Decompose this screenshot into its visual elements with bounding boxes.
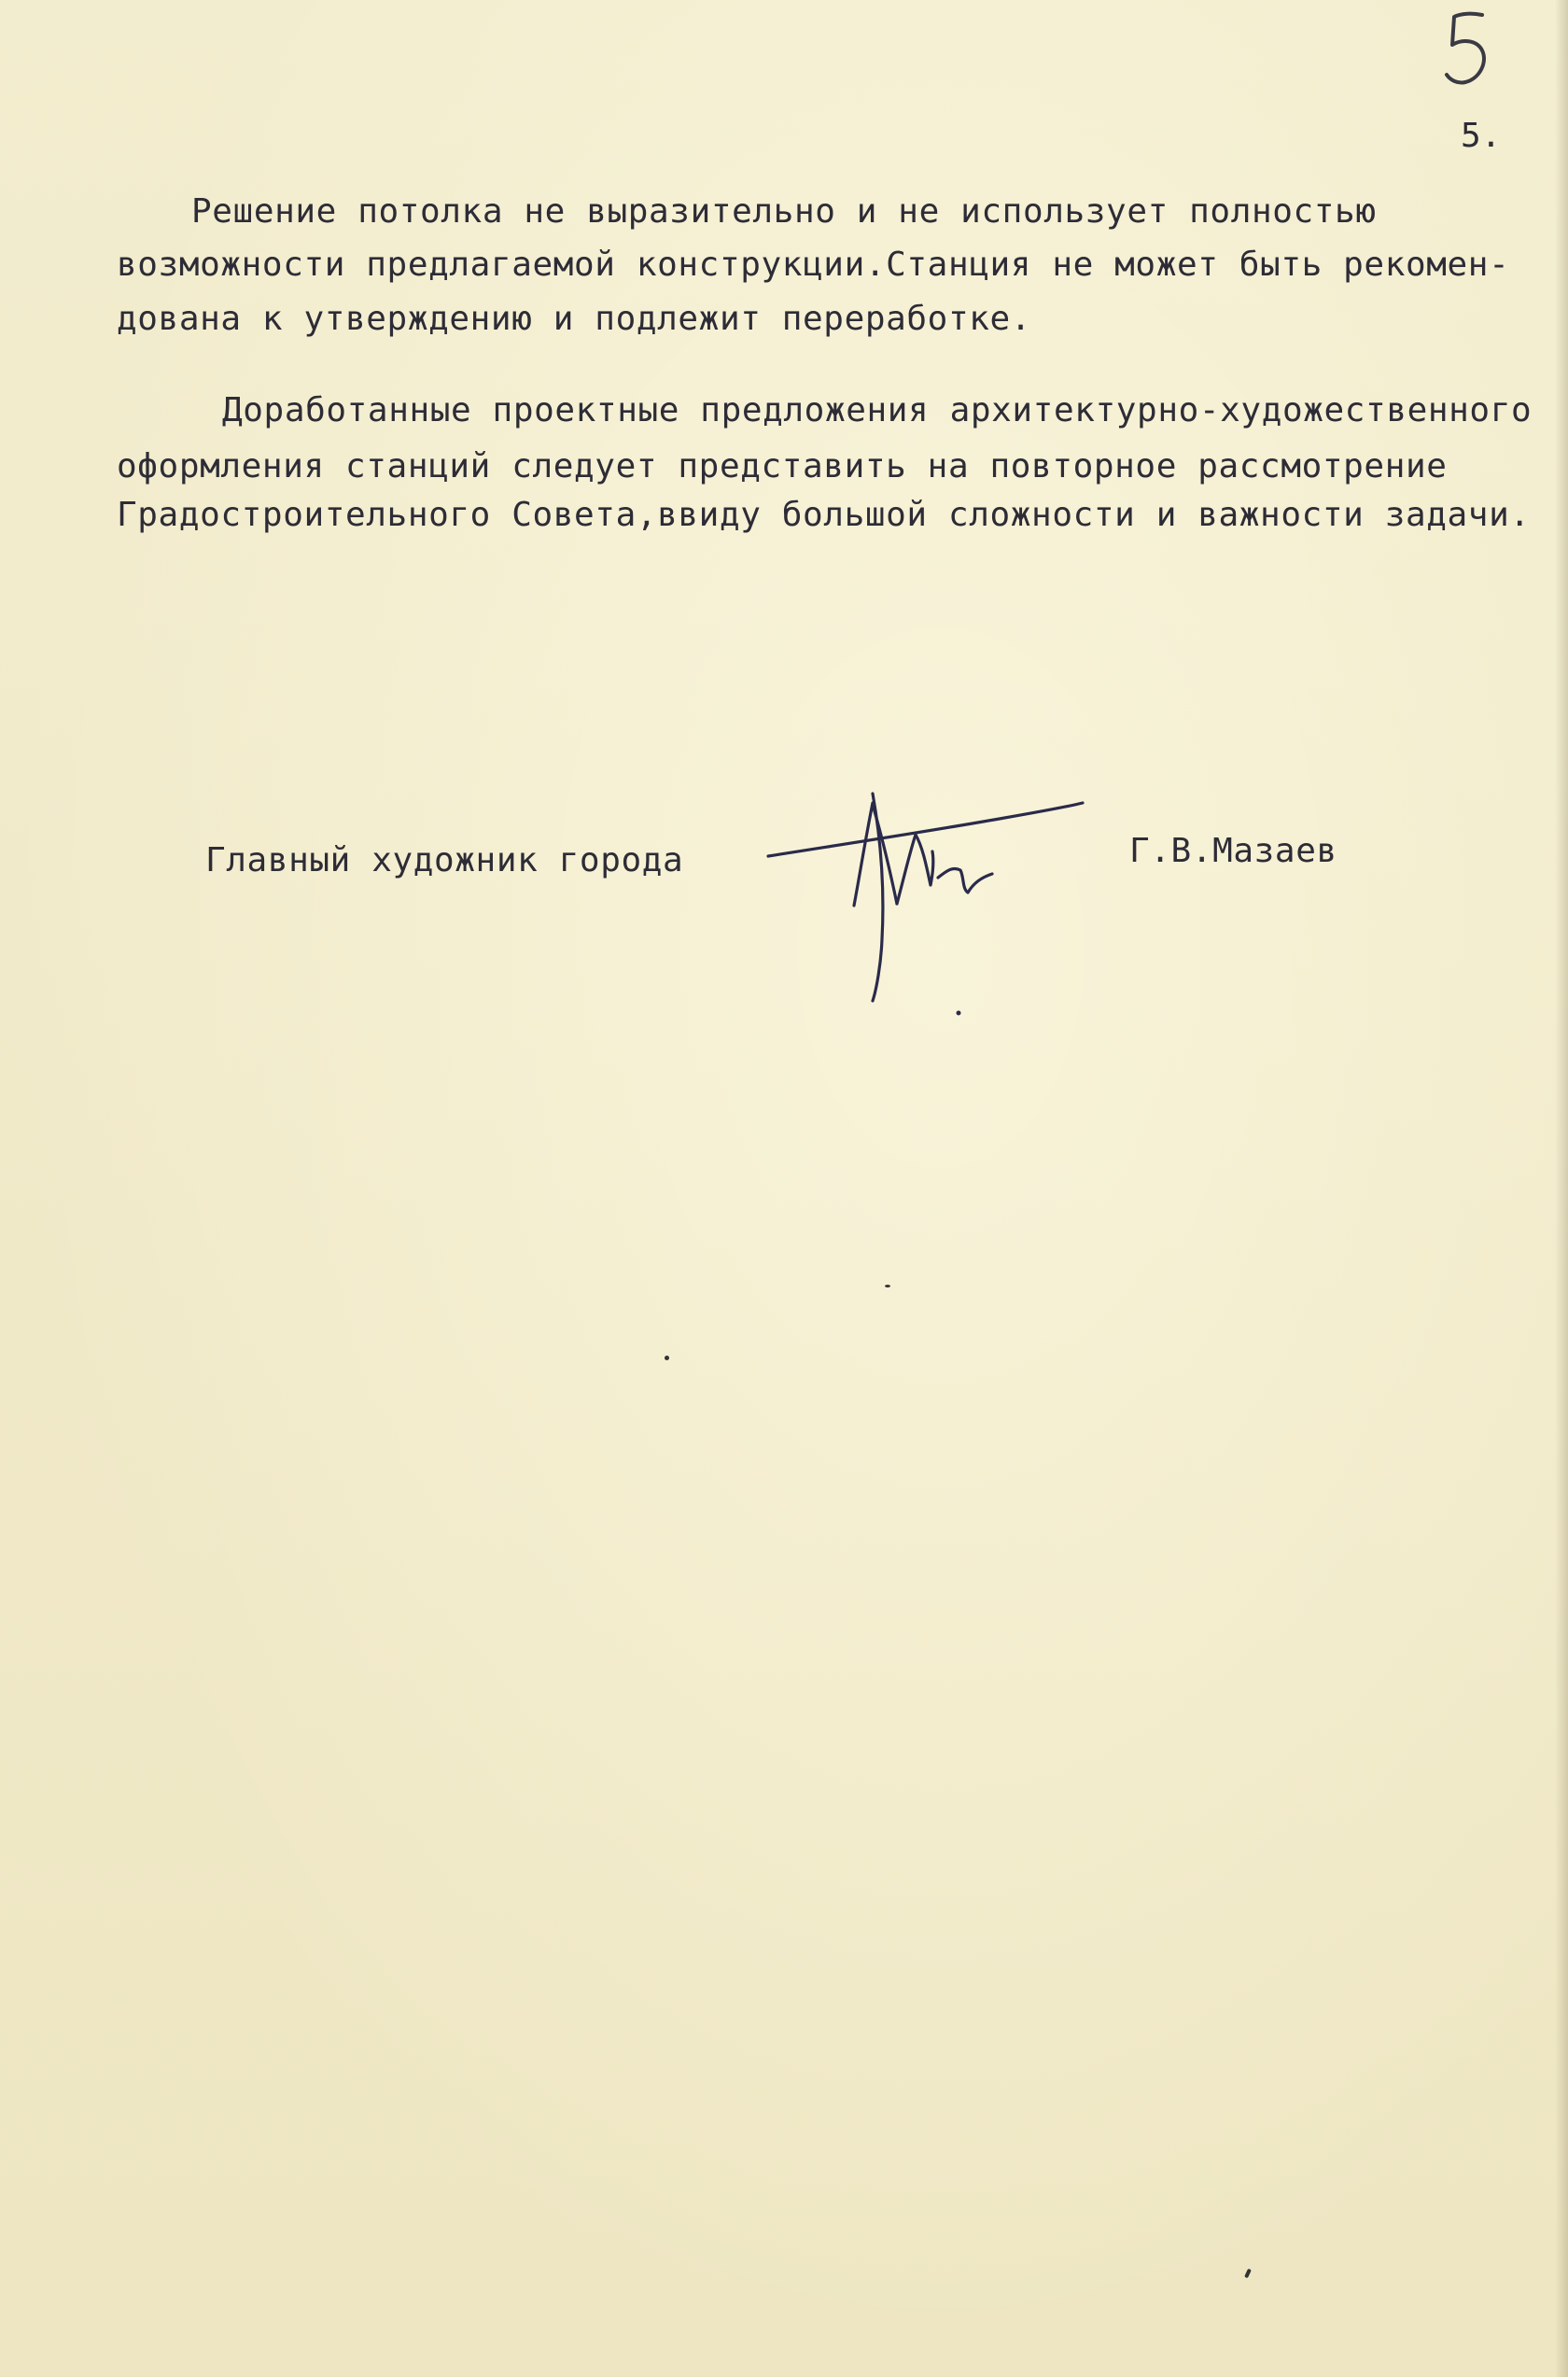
- paper-bleed-through: [504, 1097, 1176, 1134]
- paragraph2-line2: оформления станций следует представить на повторное рассмотрение: [117, 447, 1448, 485]
- paragraph1-line3: дована к утверждению и подлежит переработке.: [117, 300, 1032, 338]
- pencil-page-number: [1439, 7, 1495, 91]
- signatory-title: Главный художник города: [205, 841, 684, 879]
- ink-mark: [1244, 2269, 1252, 2279]
- typed-page-number: 5.: [1461, 117, 1502, 155]
- signatory-name: Г.В.Мазаев: [1129, 832, 1337, 870]
- paragraph2-line3: Градостроительного Совета,ввиду большой сложности и важности задачи.: [117, 496, 1531, 534]
- handwritten-signature: [761, 747, 1097, 1027]
- paragraph1-line1: Решение потолка не выразительно и не использует полностью: [191, 192, 1377, 231]
- paragraph2-line1: Доработанные проектные предложения архитектурно-художественного: [222, 391, 1533, 429]
- ink-speck: [665, 1356, 669, 1360]
- paragraph1-line2: возможности предлагаемой конструкции.Станция не может быть рекомен-: [117, 246, 1510, 284]
- ink-speck: [885, 1285, 890, 1287]
- page-edge-shadow: [1555, 0, 1568, 2377]
